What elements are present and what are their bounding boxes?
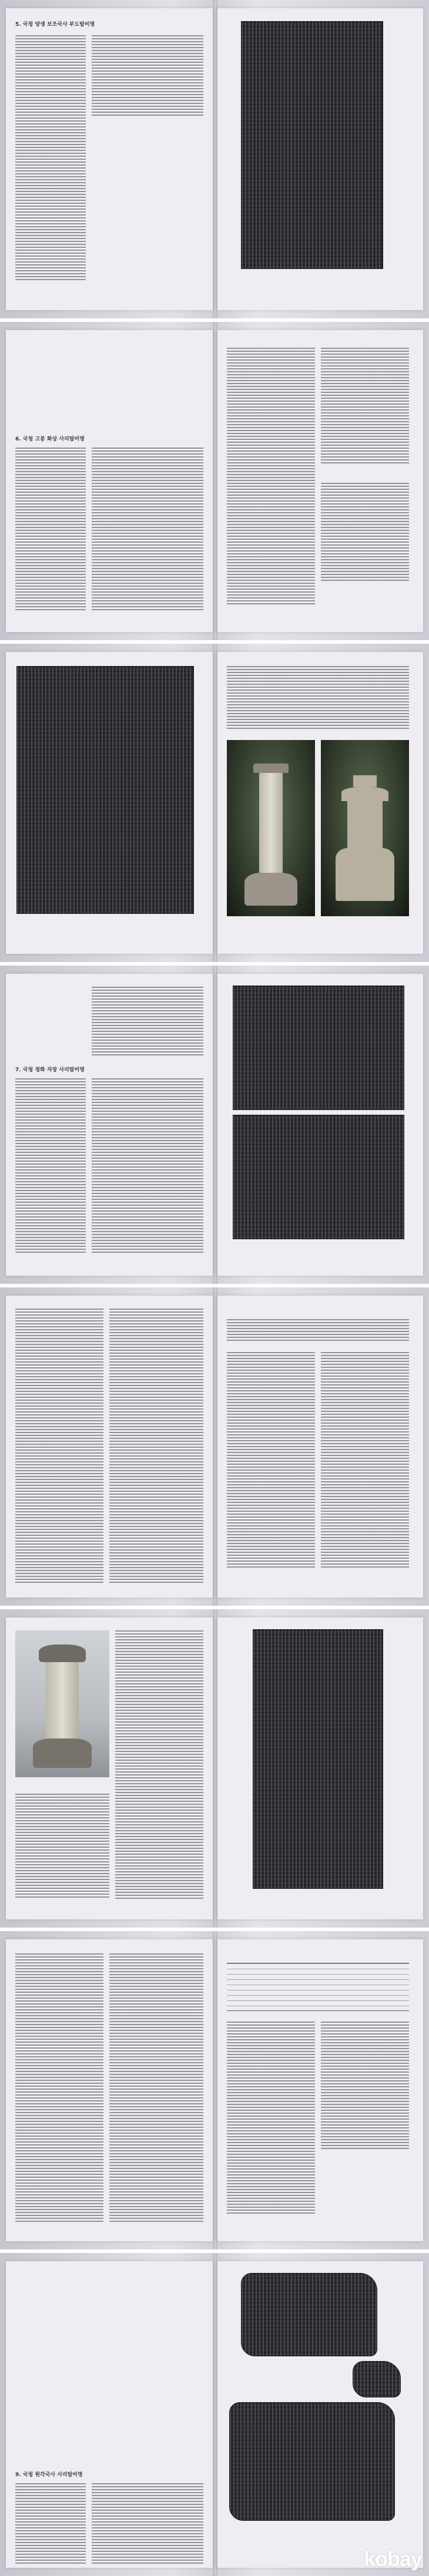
book-spread-2 <box>0 322 429 640</box>
body-text-column <box>15 1309 103 1585</box>
body-text-column <box>227 1319 409 1343</box>
site-watermark: kobay <box>363 2547 422 2571</box>
body-text-column <box>321 1352 409 1569</box>
stele-rubbing-fragment <box>353 2361 401 2397</box>
section-title: 5. 국청 양생 보조국사 부도탑비명 <box>15 22 95 28</box>
right-page <box>217 1296 423 1598</box>
left-page <box>6 8 213 310</box>
page-number: · <box>12 301 13 305</box>
right-page <box>217 1939 423 2241</box>
left-page <box>6 1617 213 1919</box>
left-page <box>6 330 213 632</box>
body-text-column <box>15 2483 86 2565</box>
stele-rubbing-image <box>253 1629 383 1889</box>
body-text-column <box>115 1630 203 1901</box>
stele-rubbing-image <box>233 986 404 1110</box>
body-text-column <box>92 35 203 117</box>
body-text-column <box>15 448 86 612</box>
section-title: 7. 국청 청화 자장 사리탑비명 <box>15 1067 85 1073</box>
stele-rubbing-image <box>233 1115 404 1239</box>
book-spread-3 <box>0 644 429 962</box>
body-text-column <box>15 1794 109 1899</box>
stele-rubbing-fragment <box>241 2273 377 2356</box>
stupa-photo <box>321 740 409 916</box>
body-text-column <box>109 1953 203 2224</box>
left-page <box>6 1296 213 1598</box>
body-text-column <box>321 348 409 465</box>
stele-rubbing-image <box>241 21 383 269</box>
book-spread-5 <box>0 1287 429 1606</box>
body-text-column <box>227 666 409 731</box>
body-text-column <box>15 1078 86 1255</box>
right-page <box>217 974 423 1276</box>
section-title: 6. 국청 고봉 화상 사리탑비명 <box>15 436 85 442</box>
stele-photo <box>227 740 315 916</box>
book-spread-8 <box>0 2253 429 2576</box>
body-text-column <box>109 1309 203 1585</box>
body-text-column <box>15 35 86 282</box>
right-page <box>217 652 423 954</box>
body-text-column <box>321 483 409 583</box>
body-text-column <box>92 987 203 1057</box>
right-page <box>217 1617 423 1919</box>
book-spread-7 <box>0 1931 429 2249</box>
body-text-column <box>321 2022 409 2151</box>
body-text-column <box>92 1078 203 1255</box>
section-title: 9. 국청 원각국사 사리탑비명 <box>15 2472 83 2478</box>
right-page <box>217 2261 423 2568</box>
body-text-column <box>227 348 315 606</box>
left-page <box>6 974 213 1276</box>
stele-photo <box>15 1630 109 1777</box>
book-spread-1 <box>0 0 429 318</box>
left-page <box>6 1939 213 2241</box>
right-page <box>217 330 423 632</box>
book-spread-4 <box>0 966 429 1284</box>
stele-rubbing-image <box>16 666 194 914</box>
body-text-column <box>227 1352 315 1569</box>
body-text-column <box>227 2022 315 2215</box>
body-text-column <box>92 2483 203 2565</box>
stele-rubbing-fragment <box>229 2402 395 2521</box>
left-page <box>6 2261 213 2568</box>
body-text-column <box>15 1953 103 2224</box>
book-spread-6 <box>0 1609 429 1928</box>
data-table <box>227 1963 409 2011</box>
right-page <box>217 8 423 310</box>
left-page <box>6 652 213 954</box>
body-text-column <box>92 448 203 612</box>
